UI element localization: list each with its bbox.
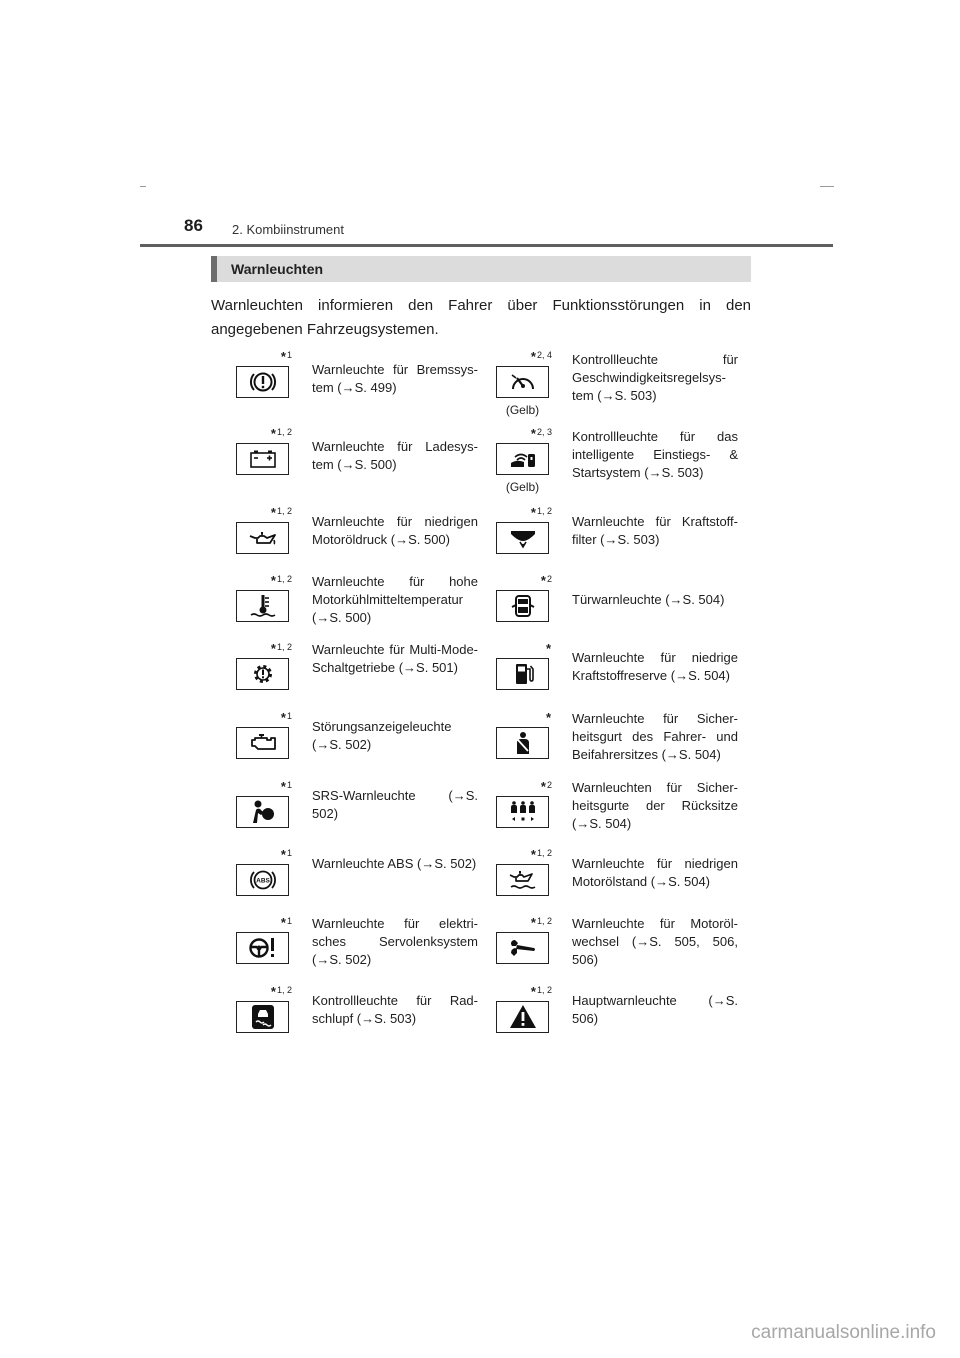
check-engine-icon (236, 727, 289, 759)
page-number: 86 (184, 216, 203, 235)
indicator-description: Warnleuchte für elektri-sches Servolenksystem (→S. 502) (312, 916, 478, 967)
rear-seatbelts-icon (496, 796, 549, 828)
indicator-row (236, 779, 741, 849)
footnote-marker: *1, 2 (270, 505, 292, 520)
indicator-entry (236, 573, 481, 643)
indicator-description: Hauptwarnleuchte (→S. 506) (572, 993, 738, 1026)
indicator-entry (496, 915, 741, 985)
fuel-filter-icon (496, 522, 549, 554)
indicator-entry (496, 641, 741, 711)
footnote-marker: *2, 3 (530, 426, 552, 441)
indicator-description: Warnleuchte für Motoröl-wechsel (→S. 505, 506, 506) (572, 916, 738, 967)
power-steering-icon (236, 932, 289, 964)
footnote-marker: *2, 4 (530, 349, 552, 364)
indicator-entry (496, 426, 741, 496)
srs-airbag-icon (236, 796, 289, 828)
battery-charging-icon (236, 443, 289, 475)
footnote-marker: *1, 2 (530, 847, 552, 862)
footnote-marker: *1, 2 (530, 984, 552, 999)
indicator-description: Warnleuchte für Ladesys-tem (→S. 500) (312, 439, 478, 472)
indicator-description: Warnleuchte für niedrigen Motorölstand (→S. 504) (572, 856, 738, 889)
footnote-marker: *1, 2 (270, 573, 292, 588)
svg-text:ABS: ABS (255, 877, 270, 885)
indicator-row (236, 710, 741, 780)
indicator-entry (236, 641, 481, 711)
door-open-icon (496, 590, 549, 622)
indicator-entry (496, 710, 741, 780)
coolant-temperature-icon (236, 590, 289, 622)
indicator-description: Türwarnleuchte (→S. 504) (572, 592, 725, 607)
seatbelt-icon (496, 727, 549, 759)
indicator-entry (496, 349, 741, 419)
footnote-marker: *1, 2 (270, 641, 292, 656)
multi-mode-transmission-icon (236, 658, 289, 690)
indicator-description: Kontrollleuchte für das intelligente Einstiegs- & Startsystem (→S. 503) (572, 429, 738, 480)
indicator-entry (236, 426, 481, 496)
indicator-entry (496, 984, 741, 1054)
indicator-description: Warnleuchten für Sicher-heitsgurte der Rücksitze (→S. 504) (572, 780, 738, 831)
color-label: (Gelb) (505, 480, 540, 494)
indicator-row (236, 984, 741, 1054)
footnote-marker: *1, 2 (270, 426, 292, 441)
indicator-row (236, 349, 741, 419)
indicator-row (236, 573, 741, 643)
footnote-marker: *1, 2 (530, 915, 552, 930)
indicator-description: Warnleuchte für hohe Motorkühlmitteltemperatur (→S. 500) (312, 574, 478, 625)
speed-control-indicator-icon (496, 366, 549, 398)
indicator-description: Warnleuchte für Multi-Mode-Schaltgetriebe (→S. 501) (312, 642, 478, 675)
smart-entry-start-icon (496, 443, 549, 475)
master-warning-icon (496, 1001, 549, 1033)
footnote-marker: *1 (280, 349, 292, 364)
indicator-entry (496, 505, 741, 575)
indicator-description: Warnleuchte für niedrige Kraftstoffreserve (→S. 504) (572, 650, 738, 683)
oil-pressure-icon (236, 522, 289, 554)
indicator-entry (496, 573, 741, 643)
indicator-description: Kontrollleuchte für Rad-schlupf (→S. 503) (312, 993, 478, 1026)
footnote-marker: *1 (280, 779, 292, 794)
indicator-description: Störungsanzeigeleuchte (→S. 502) (312, 719, 452, 752)
chapter-title: 2. Kombiinstrument (232, 222, 344, 237)
indicator-row (236, 426, 741, 496)
indicator-row (236, 641, 741, 711)
indicator-description: Warnleuchte für Sicher-heitsgurt des Fahrer- und Beifahrersitzes (→S. 504) (572, 711, 738, 762)
watermark: carmanualsonline.info (751, 1322, 936, 1343)
footnote-marker: *2 (540, 573, 552, 588)
indicator-description: Warnleuchte ABS (→S. 502) (312, 856, 477, 871)
indicator-entry (236, 915, 481, 985)
indicator-description: Warnleuchte für Bremssys-tem (→S. 499) (312, 362, 478, 395)
low-fuel-icon (496, 658, 549, 690)
footnote-marker: *1 (280, 915, 292, 930)
crop-mark-left (140, 186, 146, 187)
footnote-marker: *1, 2 (270, 984, 292, 999)
footnote-marker: * (545, 641, 551, 656)
color-label: (Gelb) (505, 403, 540, 417)
indicator-entry (236, 984, 481, 1054)
indicator-description: Warnleuchte für niedrigen Motoröldruck (→S. 500) (312, 514, 478, 547)
indicator-row (236, 505, 741, 575)
indicator-description: Warnleuchte für Kraftstoff-filter (→S. 503) (572, 514, 738, 547)
indicator-entry (236, 710, 481, 780)
indicator-description: Kontrollleuchte für Geschwindigkeitsregelsys-tem (→S. 503) (572, 352, 738, 403)
indicator-entry (496, 847, 741, 917)
header-rule (140, 244, 833, 247)
indicator-row (236, 847, 741, 917)
indicator-entry (236, 847, 481, 917)
slip-indicator-icon (236, 1001, 289, 1033)
indicator-entry (496, 779, 741, 849)
footnote-marker: *1, 2 (530, 505, 552, 520)
section-title: Warnleuchten (231, 261, 324, 277)
indicator-entry (236, 779, 481, 849)
abs-icon (236, 864, 289, 896)
indicator-entry (236, 349, 481, 419)
footnote-marker: *1 (280, 710, 292, 725)
crop-mark-right (820, 186, 834, 187)
indicator-row (236, 915, 741, 985)
footnote-marker: *1 (280, 847, 292, 862)
low-oil-level-icon (496, 864, 549, 896)
brake-warning-icon (236, 366, 289, 398)
oil-change-wrench-icon (496, 932, 549, 964)
indicator-description: SRS-Warnleuchte (→S. 502) (312, 788, 478, 821)
footnote-marker: * (545, 710, 551, 725)
intro-paragraph: Warnleuchten informieren den Fahrer über Funktionsstörungen in den angegebenen Fahrzeugsystemen. (211, 297, 751, 338)
section-heading-bar (211, 256, 751, 282)
indicator-entry (236, 505, 481, 575)
footnote-marker: *2 (540, 779, 552, 794)
